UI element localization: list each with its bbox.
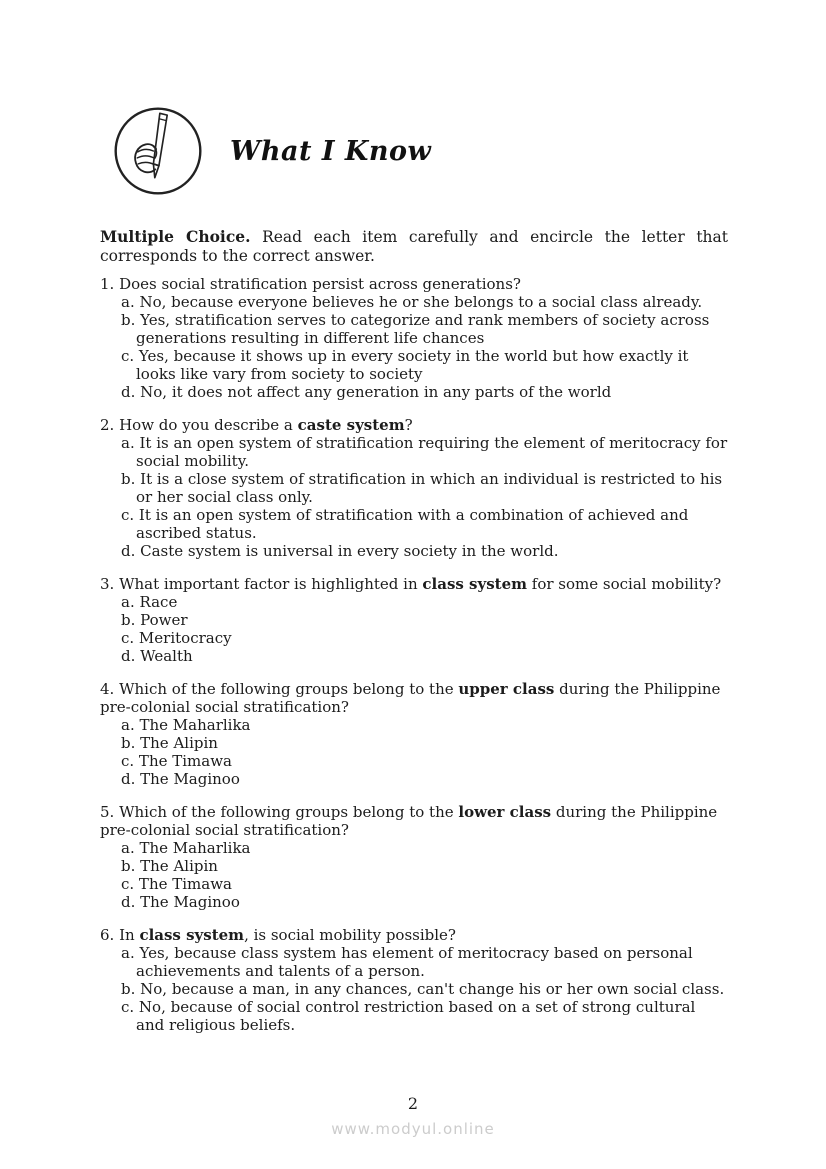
question-1	[100, 275, 728, 401]
choice-item: b. Power	[121, 611, 188, 629]
question-keyterm: class system	[139, 926, 245, 944]
choice-item: d. Wealth	[121, 647, 193, 665]
choice-item: d. The Maginoo	[121, 770, 240, 788]
question-text: 2. How do you describe a	[100, 416, 298, 434]
quiz-content	[100, 227, 728, 1049]
question-text: 4. Which of the following groups belong to the	[100, 680, 459, 698]
instructions	[100, 227, 728, 266]
choice-item: b. No, because a man, in any chances, can't change his or her own social class.	[121, 980, 725, 998]
question-text: for some social mobility?	[527, 575, 722, 593]
choice-item: c. Meritocracy	[121, 629, 232, 647]
page-title: What I Know	[230, 135, 432, 167]
instructions-text: Read each item carefully and encircle the letter that corresponds to the correct answer.	[100, 228, 728, 265]
choice-item: b. The Alipin	[121, 857, 218, 875]
choice-item: a. It is an open system of stratification requiring the element of meritocracy for social mobility.	[121, 434, 728, 470]
question-6	[100, 926, 728, 1034]
question-text: ?	[404, 416, 413, 434]
question-text: 3. What important factor is highlighted in	[100, 575, 423, 593]
pencil-in-hand-icon	[112, 105, 204, 197]
question-stem	[100, 416, 728, 434]
question-text: 5. Which of the following groups belong to the	[100, 803, 459, 821]
choice-item: a. Race	[121, 593, 178, 611]
choice-item: a. The Maharlika	[121, 839, 251, 857]
question-stem	[100, 680, 728, 716]
choice-item: c. Yes, because it shows up in every society in the world but how exactly it looks like vary from society to society	[121, 347, 689, 383]
question-stem	[100, 803, 728, 839]
choice-item: d. Caste system is universal in every society in the world.	[121, 542, 559, 560]
choice-item: b. The Alipin	[121, 734, 218, 752]
question-stem	[100, 575, 728, 593]
question-keyterm: class system	[422, 575, 528, 593]
choice-item: b. It is a close system of stratification in which an individual is restricted to his or her social class only.	[121, 470, 723, 506]
choice-item: c. No, because of social control restriction based on a set of strong cultural and religious beliefs.	[121, 998, 696, 1034]
choice-item: d. No, it does not affect any generation in any parts of the world	[121, 383, 612, 401]
question-text: 1. Does social stratification persist across generations?	[100, 275, 521, 293]
watermark: www.modyul.online	[331, 1120, 495, 1138]
question-text: during the Philippine pre-colonial social stratification?	[100, 803, 718, 839]
question-5	[100, 803, 728, 911]
page-number: 2	[407, 1094, 419, 1113]
question-4	[100, 680, 728, 788]
question-3	[100, 575, 728, 665]
question-keyterm: upper class	[458, 680, 555, 698]
section-header	[112, 105, 431, 197]
choice-item: b. Yes, stratification serves to categorize and rank members of society across generations resulting in different life chances	[121, 311, 710, 347]
choice-item: a. The Maharlika	[121, 716, 251, 734]
question-stem	[100, 275, 728, 293]
choice-item: c. The Timawa	[121, 752, 232, 770]
instructions-label: Multiple Choice.	[100, 227, 251, 246]
choice-item: a. Yes, because class system has element of meritocracy based on personal achievements and talents of a person.	[121, 944, 693, 980]
question-text: 6. In	[100, 926, 140, 944]
question-2	[100, 416, 728, 560]
question-stem	[100, 926, 728, 944]
choice-item: d. The Maginoo	[121, 893, 240, 911]
question-text: during the Philippine pre-colonial social stratification?	[100, 680, 721, 716]
question-keyterm: lower class	[458, 803, 552, 821]
choice-item: c. The Timawa	[121, 875, 232, 893]
question-text: , is social mobility possible?	[244, 926, 456, 944]
choice-item: a. No, because everyone believes he or she belongs to a social class already.	[121, 293, 703, 311]
question-keyterm: caste system	[297, 416, 405, 434]
choice-item: c. It is an open system of stratification with a combination of achieved and ascribed status.	[121, 506, 689, 542]
